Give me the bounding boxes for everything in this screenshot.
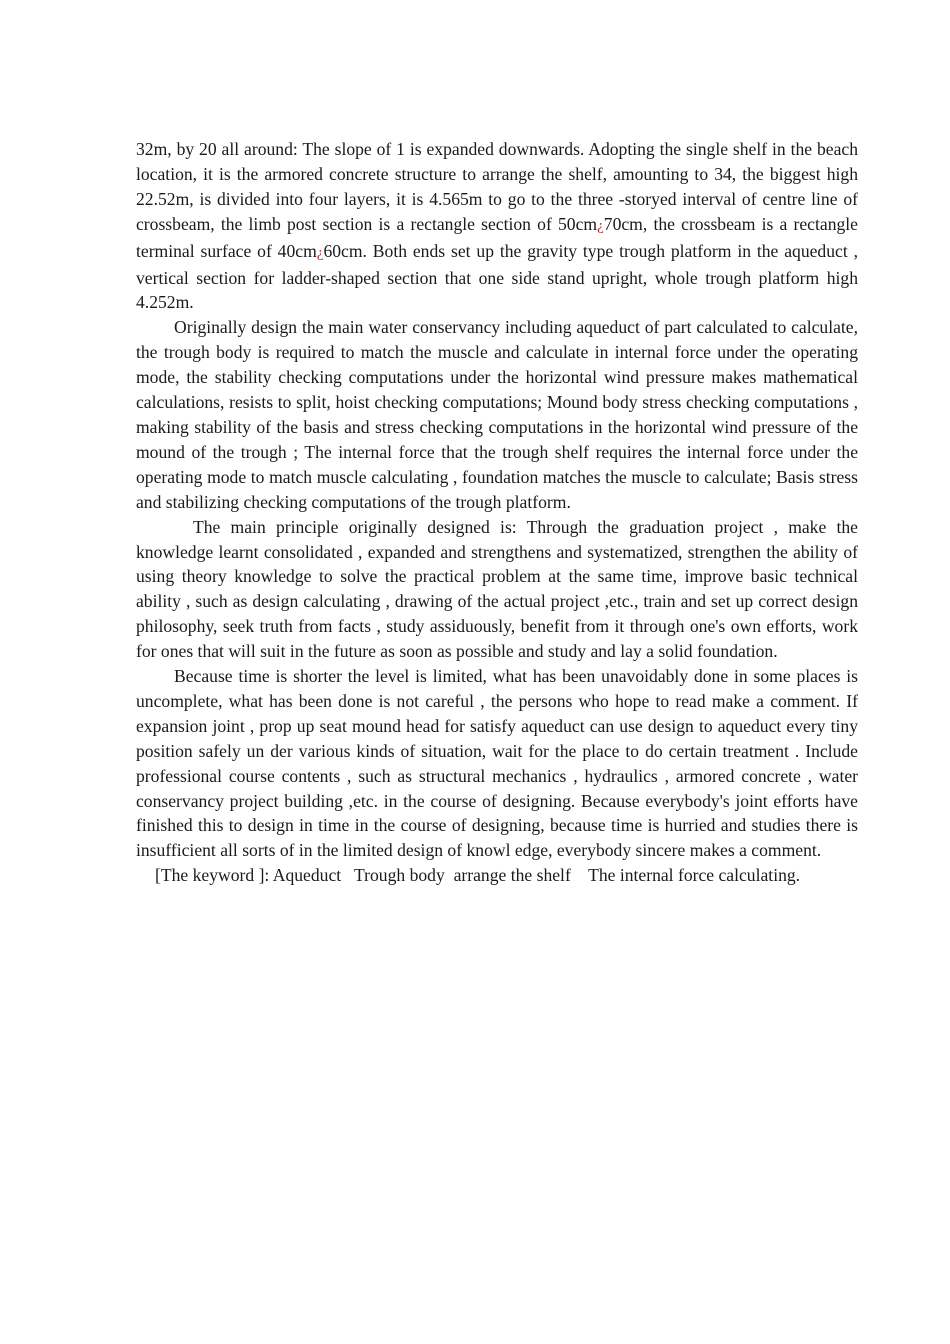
document-body bbox=[136, 137, 858, 888]
paragraph-1-part-a: 32m, by 20 all around: The slope of 1 is expanded downwards. Adopting the single shelf in the beach location, it is the armored concrete structure to arrange the shelf, amounting to 34, the biggest high 22.52m, is divided into four layers, it is 4.565m to go to the three -storyed interval of centre line of crossbeam, the limb post section is a rectangle section of 50cm bbox=[136, 139, 858, 234]
keywords-line: [The keyword ]: Aqueduct Trough body arrange the shelf The internal force calculating. bbox=[155, 865, 801, 886]
paragraph-1-part-c: 60cm. Both ends set up the gravity type trough platform in the aqueduct , vertical section for ladder-shaped section that one side stand upright, whole trough platform high 4.252m. bbox=[136, 240, 858, 313]
paragraph-2: Originally design the main water conservancy including aqueduct of part calculated to calculate, the trough body is required to match the muscle and calculate in internal force under the operating mode, the stability checking computations under the horizontal wind pressure makes mathematical calculations, resists to split, hoist checking computations; Mound body stress checking computations , making stability of the basis and stress checking computations in the horizontal wind pressure of the mound of the trough ; The internal force that the trough shelf requires the internal force under the operating mode to match muscle calculating , foundation matches the muscle to calculate; Basis stress and stabilizing checking computations of the trough platform. bbox=[136, 317, 858, 512]
paragraph-1 bbox=[136, 137, 858, 315]
paragraph-1-part-b: 70cm, the crossbeam is a rectangle terminal surface of 40cm bbox=[136, 213, 858, 261]
paragraph-4: Because time is shorter the level is limited, what has been unavoidably done in some places is uncomplete, what has been done is not careful , the persons who hope to read make a comment. If expansion joint , prop up seat mound head for satisfy aqueduct can use design to aqueduct every tiny position safely un der various kinds of situation, wait for the place to do certain treatment . Include professional course contents , such as structural mechanics , hydraulics , armored concrete , water conservancy project building ,etc. in the course of designing. Because everybody's joint efforts have finished this to design in time in the course of designing, because time is hurried and studies there is insufficient all sorts of in the limited design of knowl edge, everybody sincere makes a comment. bbox=[136, 666, 858, 861]
multiplication-sign-glyph: ¿ bbox=[316, 244, 324, 261]
multiplication-sign-glyph: ¿ bbox=[597, 217, 604, 234]
paragraph-3: The main principle originally designed is: Through the graduation project , make the knowledge learnt consolidated , expanded and strengthens and systematized, strengthen the ability of using theory knowledge to solve the practical problem at the same time, improve basic technical ability , such as design calculating , drawing of the actual project ,etc., train and set up correct design philosophy, seek truth from facts , study assiduously, benefit from it through one's own efforts, work for ones that will suit in the future as soon as possible and study and lay a solid foundation. bbox=[136, 516, 858, 662]
